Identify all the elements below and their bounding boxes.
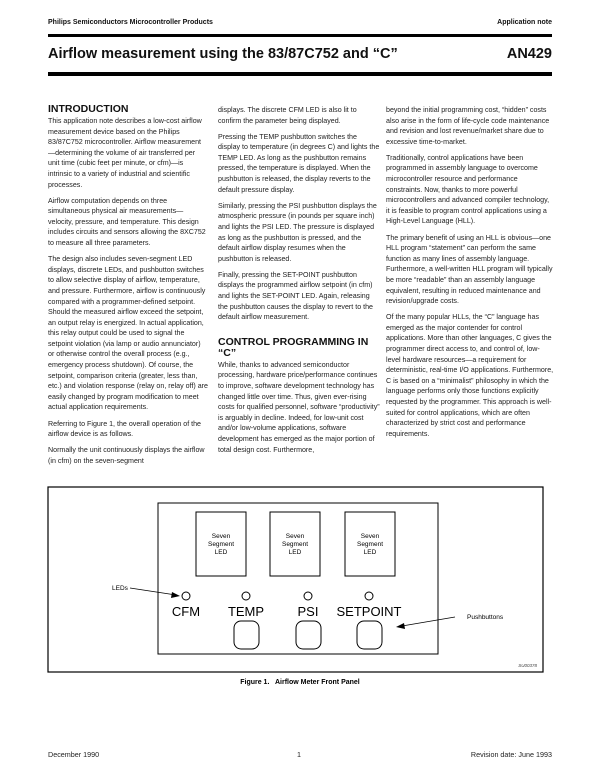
footer-date: December 1990 [48, 750, 100, 759]
svg-text:LED: LED [363, 549, 377, 556]
figure-front-panel [0, 480, 600, 695]
paragraph: Finally, pressing the SET-POINT pushbutton displays the programmed airflow setpoint (in cfm) and lights the SET-POINT LED. Again, releasing the pushbutton causes the display to revert to the default airflow measurement. [218, 270, 373, 322]
paragraph: This application note describes a low-cost airflow measurement device based on the Philips 83/87C752 microcontroller. Airflow measurement—determining the volume of air transferred per unit time (cubic feet per minute, or cfm)—is intrinsic to a variety of industrial and scientific processes. [48, 117, 202, 189]
led-cfm [182, 592, 190, 600]
svg-text:LED: LED [288, 549, 302, 556]
led-psi [304, 592, 312, 600]
paragraph: displays. The discrete CFM LED is also lit to confirm the parameter being displayed. [218, 106, 357, 125]
paragraph: Normally the unit continuously displays the airflow (in cfm) on the seven-segment [48, 446, 205, 465]
header-rule-top [48, 34, 552, 37]
svg-text:LED: LED [214, 549, 228, 556]
column-1 [48, 104, 208, 472]
pushbuttons-arrow [402, 617, 455, 626]
leds-arrow [130, 588, 176, 595]
introduction-heading: INTRODUCTION [48, 103, 129, 115]
indicator-label-cfm: CFM [171, 604, 201, 619]
svg-text:Segment: Segment [281, 541, 309, 548]
figure-caption: Figure 1. Airflow Meter Front Panel [240, 679, 360, 686]
column-2 [218, 105, 380, 461]
page-title: Airflow measurement using the 83/87C752 and “C” [48, 46, 398, 62]
arrowhead-icon [396, 623, 405, 629]
svg-text:Seven: Seven [360, 533, 380, 540]
paragraph: While, thanks to advanced semiconductor processing, hardware price/performance continues to improve, software development technology has changed little over time. Thus, given ever-rising costs for qualified personnel, software “productivity” is arguably in decline. Indeed, for low-unit cost and/or low-volume applications, software development has emerged as the major portion of total design cost. Furthermore, [218, 360, 380, 454]
led-setpoint [365, 592, 373, 600]
svg-text:Segment: Segment [356, 541, 384, 548]
pushbuttons-label: Pushbuttons [467, 614, 504, 621]
figure-id: SU00378 [518, 663, 537, 668]
paragraph: Similarly, pressing the PSI pushbutton displays the atmospheric pressure (in pounds per square inch) and lights the PSI LED. The pressure is displayed as long as the pushbutton is pressed, and the default airflow display resumes when the pushbutton is released. [218, 201, 377, 263]
column-3 [386, 105, 554, 445]
revision-date: Revision date: June 1993 [470, 750, 552, 759]
indicator-label-setpoint: SETPOINT [336, 604, 402, 619]
pushbutton-temp [234, 621, 259, 649]
led-temp [242, 592, 250, 600]
arrowhead-icon [171, 592, 180, 598]
seven-segment-display [345, 512, 395, 576]
paragraph: beyond the initial programming cost, “hidden” costs also arise in the form of life-cycle code maintenance and revision and lost revenue/market share due to excessive time-to-market. [386, 106, 550, 146]
seven-segment-display [196, 512, 246, 576]
leds-label: LEDs [112, 585, 128, 592]
page-number: 1 [297, 750, 301, 759]
paragraph: The design also includes seven-segment LED displays, discrete LEDs, and pushbutton switches to allow selective display of airflow, temperature, and pressure. Furthermore, airflow is continuously compared with a programmer-defined setpoint. Should the measured airflow exceed the setpoint, an output relay is energized. In actual application, this relay output could be used to signal the setpoint violation (via lamp or audio annunciator) or otherwise control the overall process (e.g., emergency process shutdown). Of course, the setpoint, comparison criteria (greater, less than, etc.) and violation response (relay on, relay off) are easily changed by program modification to meet actual application requirements. [48, 255, 208, 412]
seven-segment-display [270, 512, 320, 576]
doc-type-label: Application note [497, 19, 552, 26]
pushbutton-setpoint [357, 621, 382, 649]
paragraph: Referring to Figure 1, the overall operation of the airflow device is as follows. [48, 419, 201, 439]
header-rule-bottom [48, 72, 552, 76]
front-panel [158, 503, 438, 654]
paragraph: Pressing the TEMP pushbutton switches the display to temperature (in degrees C) and lights the TEMP LED. As long as the pushbutton remains pressed, the temperature is displayed. When the pushbutton is released, the display reverts to the default pressure display. [218, 132, 380, 194]
paragraph: Airflow computation depends on three simultaneous physical air measurements—velocity, pressure, and temperature. This design includes circuits and sensors allowing the 8XC752 to measure all three parameters. [48, 196, 206, 248]
doc-number: AN429 [506, 46, 552, 62]
indicator-label-psi: PSI [297, 604, 319, 619]
paragraph: Traditionally, control applications have been programmed in assembly language to overcome microcontroller resource and performance constraints. Now, thanks to more powerful microcontrollers and advanced compiler technology, it is feasible to program control applications using a High-Level Language (HLL). [386, 153, 550, 226]
paragraph: The primary benefit of using an HLL is obvious—one HLL program “statement” can perform the same function as many lines of assembly language. Furthermore, a well-written HLL program will typically be more “readable” than an assembly language equivalent, resulting in reduced maintenance and revision/upgrade costs. [386, 233, 553, 306]
publisher-label: Philips Semiconductors Microcontroller Products [48, 19, 213, 26]
indicator-label-temp: TEMP [227, 604, 265, 619]
control-programming-heading: CONTROL PROGRAMMING IN “C” [218, 335, 369, 359]
svg-text:Seven: Seven [285, 533, 305, 540]
pushbutton-psi [296, 621, 321, 649]
paragraph: Of the many popular HLLs, the “C” language has emerged as the major contender for control applications. More than other languages, C gives the programmer direct access to, and control of, low-level hardware resources—a requirement for deterministic, real-time I/O applications. Furthermore, C is based on a “minimalist” philosophy in which the language performs only those functions explicitly requested by the programmer. This approach is well-suited for control applications, which are often characterized by strict cost and performance requirements. [386, 313, 554, 438]
figure-frame [48, 487, 543, 672]
svg-text:Segment: Segment [207, 541, 235, 548]
svg-text:Seven: Seven [211, 533, 231, 540]
